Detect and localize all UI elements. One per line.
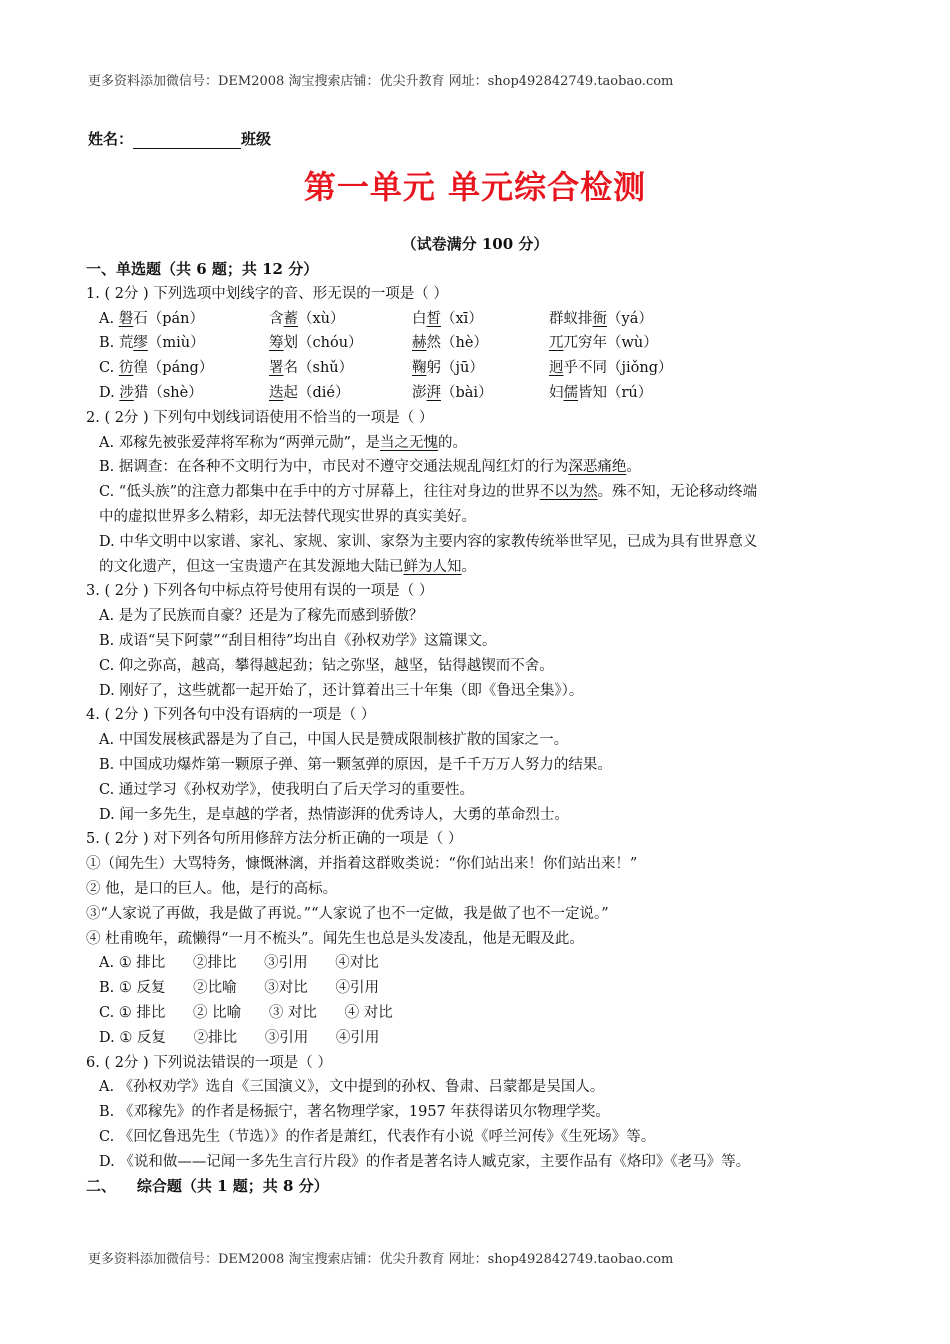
question-1-option-c	[86, 356, 868, 381]
class-label: 班级	[241, 130, 272, 148]
question-1-word: 署名（shǔ）	[269, 360, 354, 377]
question-1-word: C. 彷徨（páng）	[99, 360, 214, 377]
question-4-option-a: A. 中国发展核武器是为了自己，中国人民是赞成限制核扩散的国家之一。	[99, 732, 569, 749]
question-5-stem: 5. ( 2分 ) 对下列各句所用修辞方法分析正确的一项是（ ）	[86, 831, 463, 848]
question-1-stem: 1. ( 2分 ) 下列选项中划线字的音、形无误的一项是（ ）	[86, 285, 448, 302]
question-1-word: 群蚁排衙（yá）	[549, 310, 653, 327]
section-2-heading: 二、 综合题（共 1 题；共 8 分）	[86, 1177, 329, 1196]
question-1-word: D. 涉猎（shè）	[99, 384, 203, 401]
name-blank[interactable]	[133, 132, 241, 149]
question-1-word: 赫然（hè）	[412, 335, 488, 352]
question-2-option-a: A. 邓稼先被张爱萍将军称为“两弹元勋”，是当之无愧的。	[99, 434, 468, 451]
section-1-heading: 一、单选题（共 6 题；共 12 分）	[86, 260, 319, 278]
question-1-option-a	[86, 307, 868, 332]
question-1-word: 兀兀穷年（wù）	[549, 335, 658, 352]
question-2-stem: 2. ( 2分 ) 下列句中划线词语使用不恰当的一项是（ ）	[86, 409, 434, 426]
page-footer: 更多资料添加微信号：DEM2008 淘宝搜索店铺：优尖升教育 网址：shop492842749.taobao.com	[88, 1252, 674, 1267]
question-1-option-b	[86, 331, 868, 356]
question-5-option-a: A. ① 排比 ②排比 ③引用 ④对比	[99, 955, 379, 972]
page-header: 更多资料添加微信号：DEM2008 淘宝搜索店铺：优尖升教育 网址：shop492842749.taobao.com	[88, 74, 674, 89]
question-2-option-c: C. “低头族”的注意力都集中在手中的方寸屏幕上，往往对身边的世界不以为然。殊不知，无论移动终端	[99, 484, 758, 501]
page-subtitle: （试卷满分 100 分）	[401, 235, 549, 253]
question-1-option-d	[86, 381, 868, 406]
question-5-sentence-4: ④ 杜甫晚年，疏懒得“一月不梳头”。闻先生也总是头发凌乱，他是无暇及此。	[86, 930, 584, 947]
name-class-line	[88, 128, 271, 149]
question-5-option-b: B. ① 反复 ②比喻 ③对比 ④引用	[99, 980, 379, 997]
question-6-option-d: D. 《说和做——记闻一多先生言行片段》的作者是著名诗人臧克家，主要作品有《烙印》《老马》等。	[99, 1153, 751, 1170]
question-1-options	[86, 307, 868, 406]
question-2-option-d: D. 中华文明中以家谱、家礼、家规、家训、家祭为主要内容的家教传统举世罕见，已成为具有世界意义	[99, 533, 758, 550]
question-6-option-c: C. 《回忆鲁迅先生（节选）》的作者是萧红，代表作有小说《呼兰河传》《生死场》等。	[99, 1128, 656, 1145]
question-4-option-c: C. 通过学习《孙权劝学》，使我明白了后天学习的重要性。	[99, 781, 475, 798]
question-1-word: 迭起（dié）	[269, 384, 350, 401]
question-1-word: 筹划（chóu）	[269, 335, 363, 352]
question-3-option-c: C. 仰之弥高，越高，攀得越起劲；钻之弥坚，越坚，钻得越锲而不舍。	[99, 657, 554, 674]
exam-content	[86, 257, 868, 1199]
question-1-word: 白皙（xī）	[412, 310, 483, 327]
question-3-option-a: A. 是为了民族而自豪？还是为了稼先而感到骄傲？	[99, 608, 424, 625]
question-3-stem: 3. ( 2分 ) 下列各句中标点符号使用有误的一项是（ ）	[86, 583, 434, 600]
question-1-word: 妇儒皆知（rú）	[549, 384, 653, 401]
question-5-option-d: D. ① 反复 ②排比 ③引用 ④引用	[99, 1029, 380, 1046]
question-1-word: 迥乎不同（jiǒng）	[549, 360, 673, 377]
question-6-option-b: B. 《邓稼先》的作者是杨振宁，著名物理学家，1957 年获得诺贝尔物理学奖。	[99, 1104, 610, 1121]
question-3-option-d: D. 刚好了，这些就都一起开始了，还计算着出三十年集（即《鲁迅全集》）。	[99, 682, 584, 699]
question-2-option-b: B. 据调查：在各种不文明行为中，市民对不遵守交通法规乱闯红灯的行为深恶痛绝。	[99, 459, 641, 476]
question-1-word: 澎湃（bài）	[412, 384, 493, 401]
name-label: 姓名：	[88, 130, 134, 148]
question-5-option-c: C. ① 排比 ② 比喻 ③ 对比 ④ 对比	[99, 1004, 393, 1021]
question-5-sentence-2: ② 他，是口的巨人。他，是行的高标。	[86, 880, 338, 897]
question-5-sentence-3: ③“人家说了再做，我是做了再说。”“人家说了也不一定做，我是做了也不一定说。”	[86, 905, 609, 922]
question-4-option-d: D. 闻一多先生，是卓越的学者，热情澎湃的优秀诗人，大勇的革命烈士。	[99, 806, 569, 823]
question-4-stem: 4. ( 2分 ) 下列各句中没有语病的一项是（ ）	[86, 707, 376, 724]
question-6-option-a: A. 《孙权劝学》选自《三国演义》，文中提到的孙权、鲁肃、吕蒙都是吴国人。	[99, 1079, 605, 1096]
question-1-word: 含蓄（xù）	[269, 310, 345, 327]
question-4-option-b: B. 中国成功爆炸第一颗原子弹、第一颗氢弹的原因，是千千万万人努力的结果。	[99, 756, 612, 773]
page-title: 第一单元 单元综合检测	[303, 168, 647, 206]
question-6-stem: 6. ( 2分 ) 下列说法错误的一项是（ ）	[86, 1054, 332, 1071]
question-2-option-d-cont: 的文化遗产，但这一宝贵遗产在其发源地大陆已鲜为人知。	[99, 558, 476, 575]
question-1-word: B. 荒缪（miù）	[99, 335, 205, 352]
question-5-sentence-1: ①（闻先生）大骂特务，慷慨淋漓，并指着这群败类说：“你们站出来！你们站出来！”	[86, 856, 638, 873]
question-2-option-c-cont: 中的虚拟世界多么精彩，却无法替代现实世界的真实美好。	[99, 508, 476, 525]
question-1-word: 鞠躬（jū）	[412, 360, 484, 377]
question-1-word: A. 磐石（pán）	[99, 310, 204, 327]
question-3-option-b: B. 成语“吴下阿蒙”“刮目相待”均出自《孙权劝学》这篇课文。	[99, 632, 497, 649]
